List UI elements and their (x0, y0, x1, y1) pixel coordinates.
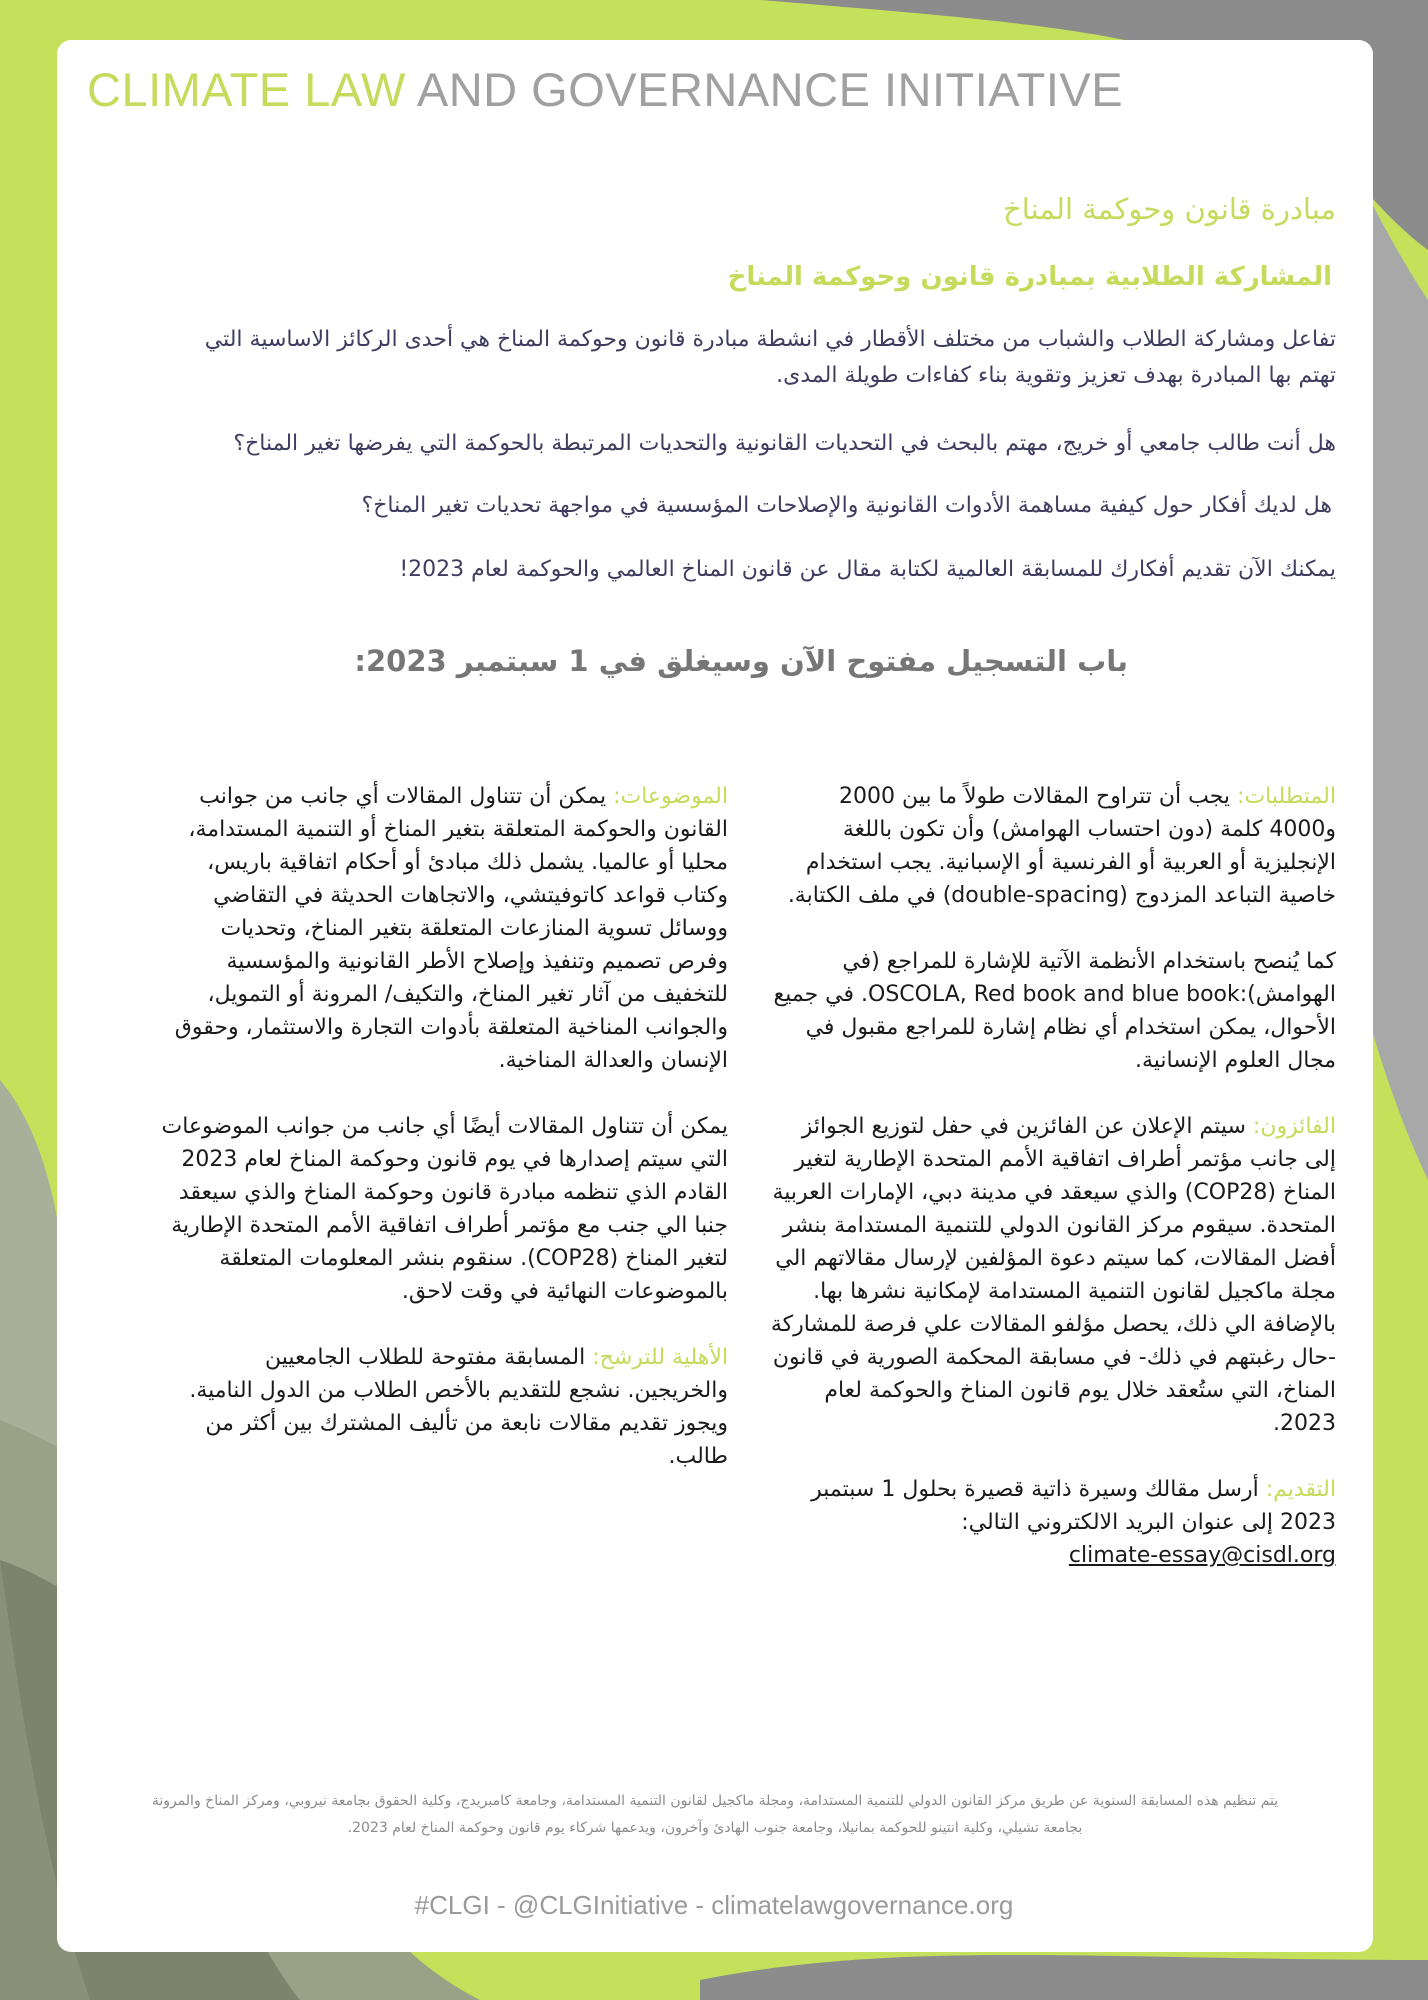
left-column (158, 780, 728, 1506)
title-gray-part: AND GOVERNANCE INITIATIVE (416, 63, 1124, 116)
topics-paragraph-2: يمكن أن تتناول المقالات أيضًا أي جانب من جوانب الموضوعات التي سيتم إصدارها في يوم قانون وحوكمة المناخ لعام 2023 القادم الذي تنظمه مبادرة قانون وحوكمة المناخ والذي سيعقد جنبا الي جنب مع مؤتمر أطراف اتفاقية الأمم المتحدة الإطارية لتغير المناخ (COP28). سنقوم بنشر المعلومات المتعلقة بالموضوعات النهائية في وقت لاحق. (161, 1114, 728, 1304)
winners-label: الفائزون: (1252, 1114, 1336, 1139)
registration-heading: باب التسجيل مفتوح الآن وسيغلق في 1 سبتمبر 2023: (354, 644, 1128, 678)
arabic-subtitle: المشاركة الطلابية بمبادرة قانون وحوكمة المناخ (727, 262, 1332, 292)
requirements-label: المتطلبات: (1237, 784, 1336, 809)
right-column (766, 780, 1336, 1605)
requirements-paragraph (766, 780, 1336, 912)
winners-paragraph (766, 1110, 1336, 1440)
citation-paragraph: كما يُنصح باستخدام الأنظمة الآتية للإشارة للمراجع (في الهوامش):OSCOLA, Red book and blue book. في جميع الأحوال، يمكن استخدام أي نظام إشارة للمراجع مقبول في مجال العلوم الإنسانية. (773, 949, 1336, 1073)
question-1: هل أنت طالب جامعي أو خريج، مهتم بالبحث في التحديات القانونية والتحديات المرتبطة بالحوكمة التي يفرضها تغير المناخ؟ (233, 431, 1336, 456)
question-2: هل لديك أفكار حول كيفية مساهمة الأدوات القانونية والإصلاحات المؤسسية في مواجهة تحديات تغير المناخ؟ (361, 493, 1332, 518)
submission-label: التقديم: (1265, 1477, 1336, 1502)
initiative-title (87, 62, 1123, 117)
winners-text: سيتم الإعلان عن الفائزين في حفل لتوزيع الجوائز إلى جانب مؤتمر أطراف اتفاقية الأمم المتحدة الإطارية لتغير المناخ (COP28) والذي سيعقد في مدينة دبي، الإمارات العربية المتحدة. سيقوم مركز القانون الدولي للتنمية المستدامة بنشر أفضل المقالات، كما سيتم دعوة المؤلفين لإرسال مقالاتهم الي مجلة ماكجيل لقانون التنمية المستدامة لإمكانية نشرها بها. بالإضافة الي ذلك، يحصل مؤلفو المقالات علي فرصة للمشاركة -حال رغبتهم في ذلك- في مسابقة المحكمة الصورية في قانون المناخ، التي ستُعقد خلال يوم قانون المناخ والحوكمة لعام 2023. (770, 1114, 1336, 1436)
call-to-action: يمكنك الآن تقديم أفكارك للمسابقة العالمية لكتابة مقال عن قانون المناخ العالمي والحوكمة لعام 2023! (399, 557, 1336, 582)
footer-organizers-note: يتم تنظيم هذه المسابقة السنوية عن طريق مركز القانون الدولي للتنمية المستدامة، ومجلة ماكجيل لقانون التنمية المستدامة، وجامعة كامبريدج، وكلية الحقوق بجامعة نيروبي، ومركز المناخ والمرونة بجامعة تشيلي، وكلية انتينو للحوكمة بمانيلا، وجامعة جنوب الهادئ وآخرون، ويدعمها شركاء يوم قانون وحوكمة المناخ لعام 2023. (151, 1793, 1279, 1836)
submission-text: أرسل مقالك وسيرة ذاتية قصيرة بحلول 1 سبتمبر 2023 إلى عنوان البريد الالكتروني التالي: (811, 1477, 1336, 1535)
footer-social-handles: #CLGI - @CLGInitiative - climatelawgovernance.org (414, 1890, 1014, 1920)
topics-label: الموضوعات: (613, 784, 728, 809)
intro-paragraph: تفاعل ومشاركة الطلاب والشباب من مختلف الأقطار في انشطة مبادرة قانون وحوكمة المناخ هي أحدى الركائز الاساسية التي تهتم بها المبادرة بهدف تعزيز وتقوية بناء كفاءات طويلة المدى. (204, 327, 1336, 388)
submission-paragraph (766, 1473, 1336, 1572)
eligibility-label: الأهلية للترشح: (592, 1345, 728, 1370)
eligibility-text: المسابقة مفتوحة للطلاب الجامعيين والخريجين. نشجع للتقديم بالأخص الطلاب من الدول النامية. ويجوز تقديم مقالات نابعة من تأليف المشترك بين أكثر من طالب. (189, 1345, 728, 1469)
submission-email-link[interactable]: climate-essay@cisdl.org (1068, 1543, 1336, 1568)
eligibility-paragraph (158, 1341, 728, 1473)
topics-paragraph (158, 780, 728, 1077)
requirements-text: يجب أن تتراوح المقالات طولاً ما بين 2000 و4000 كلمة (دون احتساب الهوامش) وأن تكون باللغة الإنجليزية أو العربية أو الفرنسية أو الإسبانية. يجب استخدام خاصية التباعد المزدوج (double-spacing) في ملف الكتابة. (787, 784, 1336, 908)
arabic-title: مبادرة قانون وحوكمة المناخ (1003, 192, 1336, 226)
title-green-part: CLIMATE LAW (87, 63, 406, 116)
topics-text: يمكن أن تتناول المقالات أي جانب من جوانب القانون والحوكمة المتعلقة بتغير المناخ أو التنمية المستدامة، محليا أو عالميا. يشمل ذلك مبادئ أو أحكام اتفاقية باريس، وكتاب قواعد كاتوفيتشي، والاتجاهات الحديثة في التقاضي ووسائل تسوية المنازعات المتعلقة بتغير المناخ، وتحديات وفرص تصميم وتنفيذ وإصلاح الأطر القانونية والمؤسسية للتخفيف من آثار تغير المناخ، والتكيف/ المرونة أو التمويل، والجوانب المناخية المتعلقة بأدوات التجارة والاستثمار، وحقوق الإنسان والعدالة المناخية. (174, 784, 728, 1073)
